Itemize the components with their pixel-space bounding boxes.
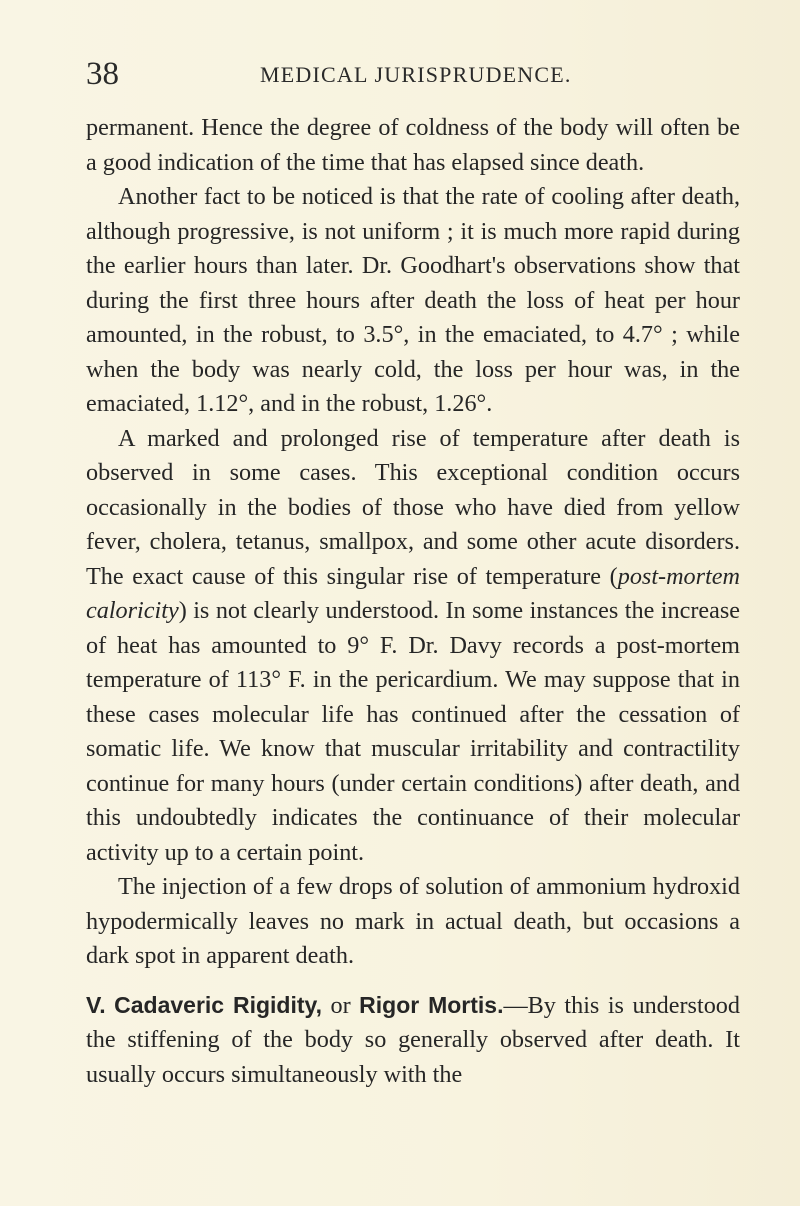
paragraph-3 — [86, 422, 740, 871]
paragraph-2: Another fact to be noticed is that the rate of cooling after death, although progressive, is not uniform ; it is much more rapid during the earlier hours than later. Dr. Goodhart's observations show that during the first three hours after death the loss of heat per hour amounted, in the robust, to 3.5°, in the emaciated, to 4.7° ; while when the body was nearly cold, the loss per hour was, in the emaciated, 1.12°, and in the robust, 1.26°. — [86, 183, 740, 417]
page-header — [86, 54, 726, 94]
paragraph-3-part-a: A marked and prolonged rise of temperature after death is observed in some cases. This exceptional condition occurs occasionally in the bodies of those who have died from yellow fever, cholera, tetanus, smallpox, and some other acute disorders. The exact cause of this singular rise of temperature ( — [86, 424, 740, 590]
section-dash: — — [503, 991, 528, 1019]
section-v-paragraph — [86, 988, 740, 1093]
paragraph-1: permanent. Hence the degree of coldness of the body will often be a good indication of the time that has elapsed since death. — [86, 114, 740, 176]
body-text — [86, 111, 740, 1092]
section-or: or — [330, 991, 351, 1019]
section-number: V. — [86, 991, 106, 1018]
paragraph-3-part-b: ) is not clearly understood. In some instances the increase of heat has amounted to 9° F. Dr. Davy records a post-mortem temperature of 113° F. in the pericardium. We may suppose that in these cases molecular life has continued after the cessation of somatic life. We know that muscular irritability and contractility continue for many hours (under certain conditions) after death, and this undoubtedly indicates the continuance of their molecular activity up to a certain point. — [86, 597, 740, 866]
section-title-2: Rigor Mortis. — [359, 991, 504, 1018]
page-number: 38 — [86, 56, 119, 92]
italic-term: post-mortem caloricity — [86, 562, 740, 624]
running-head: MEDICAL JURISPRUDENCE. — [260, 62, 572, 87]
paragraph-4: The injection of a few drops of solution of ammonium hydroxid hypodermically leaves no mark in actual death, but occasions a dark spot in apparent death. — [86, 873, 740, 969]
section-text: By this is understood the stiffening of the body so generally observed after death. It usually occurs simultaneously with the — [86, 991, 740, 1088]
section-title-1: Cadaveric Rigidity, — [114, 991, 322, 1018]
